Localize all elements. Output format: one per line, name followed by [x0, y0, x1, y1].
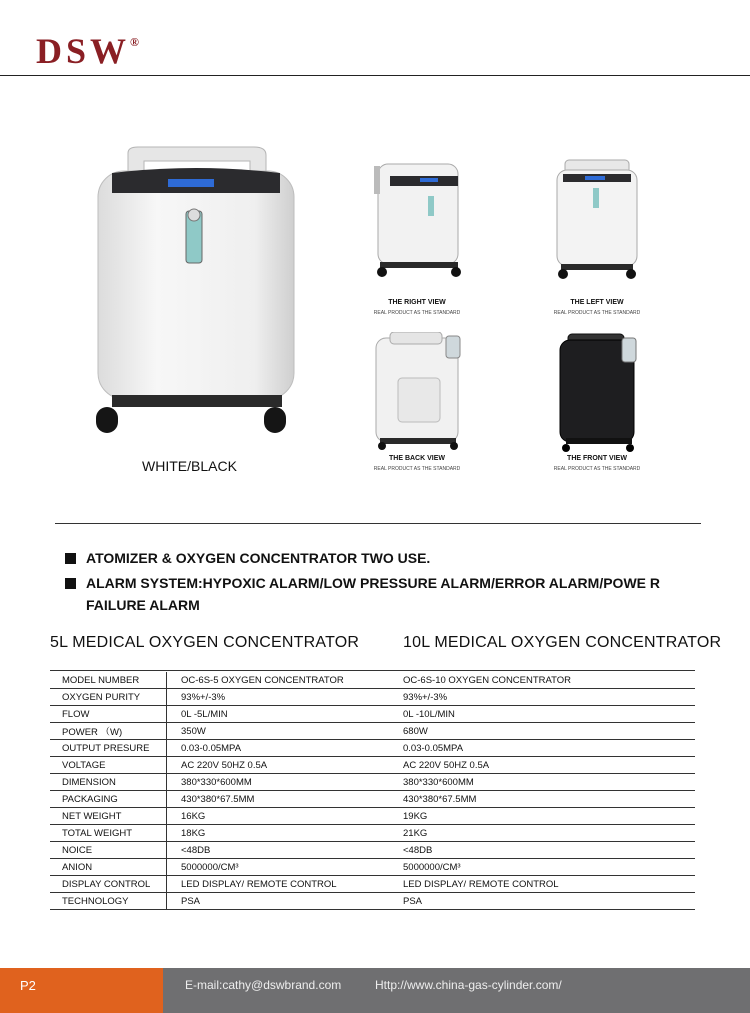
- main-product-image: [90, 145, 300, 440]
- spec-row: [50, 893, 695, 910]
- color-label: WHITE/BLACK: [142, 458, 237, 474]
- spec-value-10l: 5000000/CM³: [391, 859, 695, 876]
- spec-label: ANION: [50, 859, 167, 876]
- section-divider: [55, 523, 701, 524]
- feature-bullet: [65, 550, 671, 569]
- view-title: THE BACK VIEW: [389, 455, 445, 462]
- spec-value-5l: <48DB: [167, 842, 392, 859]
- spec-value-10l: AC 220V 50HZ 0.5A: [391, 757, 695, 774]
- spec-label: OXYGEN PURITY: [50, 689, 167, 706]
- spec-value-5l: OC-6S-5 OXYGEN CONCENTRATOR: [167, 672, 392, 689]
- spec-value-5l: 5000000/CM³: [167, 859, 392, 876]
- spec-value-10l: OC-6S-10 OXYGEN CONCENTRATOR: [391, 672, 695, 689]
- view-note: REAL PRODUCT AS THE STANDARD: [553, 310, 641, 316]
- view-title: THE RIGHT VIEW: [388, 299, 446, 306]
- header-divider: [0, 75, 750, 76]
- spec-label: MODEL NUMBER: [50, 672, 167, 689]
- table-top-line: [390, 670, 695, 671]
- spec-value-10l: <48DB: [391, 842, 695, 859]
- view-note: REAL PRODUCT AS THE STANDARD: [553, 466, 641, 472]
- model-10l-title: 10L MEDICAL OXYGEN CONCENTRATOR: [403, 634, 722, 651]
- spec-label: OUTPUT PRESURE: [50, 740, 167, 757]
- view-note: REAL PRODUCT AS THE STANDARD: [373, 310, 461, 316]
- registered-mark: ®: [130, 35, 139, 49]
- spec-row: [50, 757, 695, 774]
- footer: [0, 968, 750, 1013]
- spec-value-10l: 19KG: [391, 808, 695, 825]
- page-number: P2: [0, 968, 163, 1013]
- footer-website: Http://www.china-gas-cylinder.com/: [375, 978, 562, 992]
- spec-value-10l: 93%+/-3%: [391, 689, 695, 706]
- spec-row: [50, 876, 695, 893]
- spec-table-body: [50, 672, 695, 910]
- view-note: REAL PRODUCT AS THE STANDARD: [373, 466, 461, 472]
- spec-row: [50, 672, 695, 689]
- spec-value-10l: PSA: [391, 893, 695, 910]
- spec-label: DISPLAY CONTROL: [50, 876, 167, 893]
- spec-label: PACKAGING: [50, 791, 167, 808]
- spec-row: [50, 774, 695, 791]
- spec-value-10l: LED DISPLAY/ REMOTE CONTROL: [391, 876, 695, 893]
- spec-value-10l: 380*330*600MM: [391, 774, 695, 791]
- view-title: THE LEFT VIEW: [570, 299, 624, 306]
- table-top-line: [50, 670, 390, 671]
- feature-text: ATOMIZER & OXYGEN CONCENTRATOR TWO USE.: [86, 550, 431, 566]
- spec-value-5l: 0L -5L/MIN: [167, 706, 392, 723]
- spec-label: TOTAL WEIGHT: [50, 825, 167, 842]
- spec-row: [50, 740, 695, 757]
- spec-label: TECHNOLOGY: [50, 893, 167, 910]
- feature-text: ALARM SYSTEM:HYPOXIC ALARM/LOW PRESSURE ALARM/ERROR ALARM/POWE R FAILURE ALARM: [86, 575, 660, 613]
- bullet-square-icon: [65, 553, 76, 564]
- spec-row: [50, 706, 695, 723]
- spec-value-10l: 0.03-0.05MPA: [391, 740, 695, 757]
- front-view-image: [556, 332, 642, 454]
- spec-label: VOLTAGE: [50, 757, 167, 774]
- spec-value-10l: 430*380*67.5MM: [391, 791, 695, 808]
- spec-label: DIMENSION: [50, 774, 167, 791]
- spec-row: [50, 808, 695, 825]
- spec-table: [50, 672, 695, 910]
- spec-row: [50, 689, 695, 706]
- feature-bullet: [65, 575, 671, 616]
- view-title: THE FRONT VIEW: [567, 455, 627, 462]
- spec-row: [50, 842, 695, 859]
- brand-logo: [36, 30, 139, 72]
- back-view-image: [372, 332, 464, 452]
- spec-value-5l: 16KG: [167, 808, 392, 825]
- spec-value-5l: 430*380*67.5MM: [167, 791, 392, 808]
- spec-row: [50, 723, 695, 740]
- left-view-image: [553, 158, 643, 283]
- spec-value-5l: LED DISPLAY/ REMOTE CONTROL: [167, 876, 392, 893]
- spec-row: [50, 825, 695, 842]
- spec-row: [50, 791, 695, 808]
- spec-value-10l: 680W: [391, 723, 695, 740]
- spec-row: [50, 859, 695, 876]
- spec-value-5l: 18KG: [167, 825, 392, 842]
- model-5l-title: 5L MEDICAL OXYGEN CONCENTRATOR: [50, 634, 360, 651]
- spec-label: NOICE: [50, 842, 167, 859]
- spec-value-5l: 0.03-0.05MPA: [167, 740, 392, 757]
- spec-label: NET WEIGHT: [50, 808, 167, 825]
- spec-label: POWER （W): [50, 723, 167, 740]
- bullet-square-icon: [65, 578, 76, 589]
- spec-value-5l: PSA: [167, 893, 392, 910]
- spec-value-5l: 93%+/-3%: [167, 689, 392, 706]
- spec-value-5l: AC 220V 50HZ 0.5A: [167, 757, 392, 774]
- footer-email: E-mail:cathy@dswbrand.com: [185, 978, 342, 992]
- spec-label: FLOW: [50, 706, 167, 723]
- logo-text: DSW: [36, 31, 131, 71]
- spec-value-5l: 350W: [167, 723, 392, 740]
- right-view-image: [370, 160, 465, 280]
- spec-value-5l: 380*330*600MM: [167, 774, 392, 791]
- spec-value-10l: 0L -10L/MIN: [391, 706, 695, 723]
- spec-value-10l: 21KG: [391, 825, 695, 842]
